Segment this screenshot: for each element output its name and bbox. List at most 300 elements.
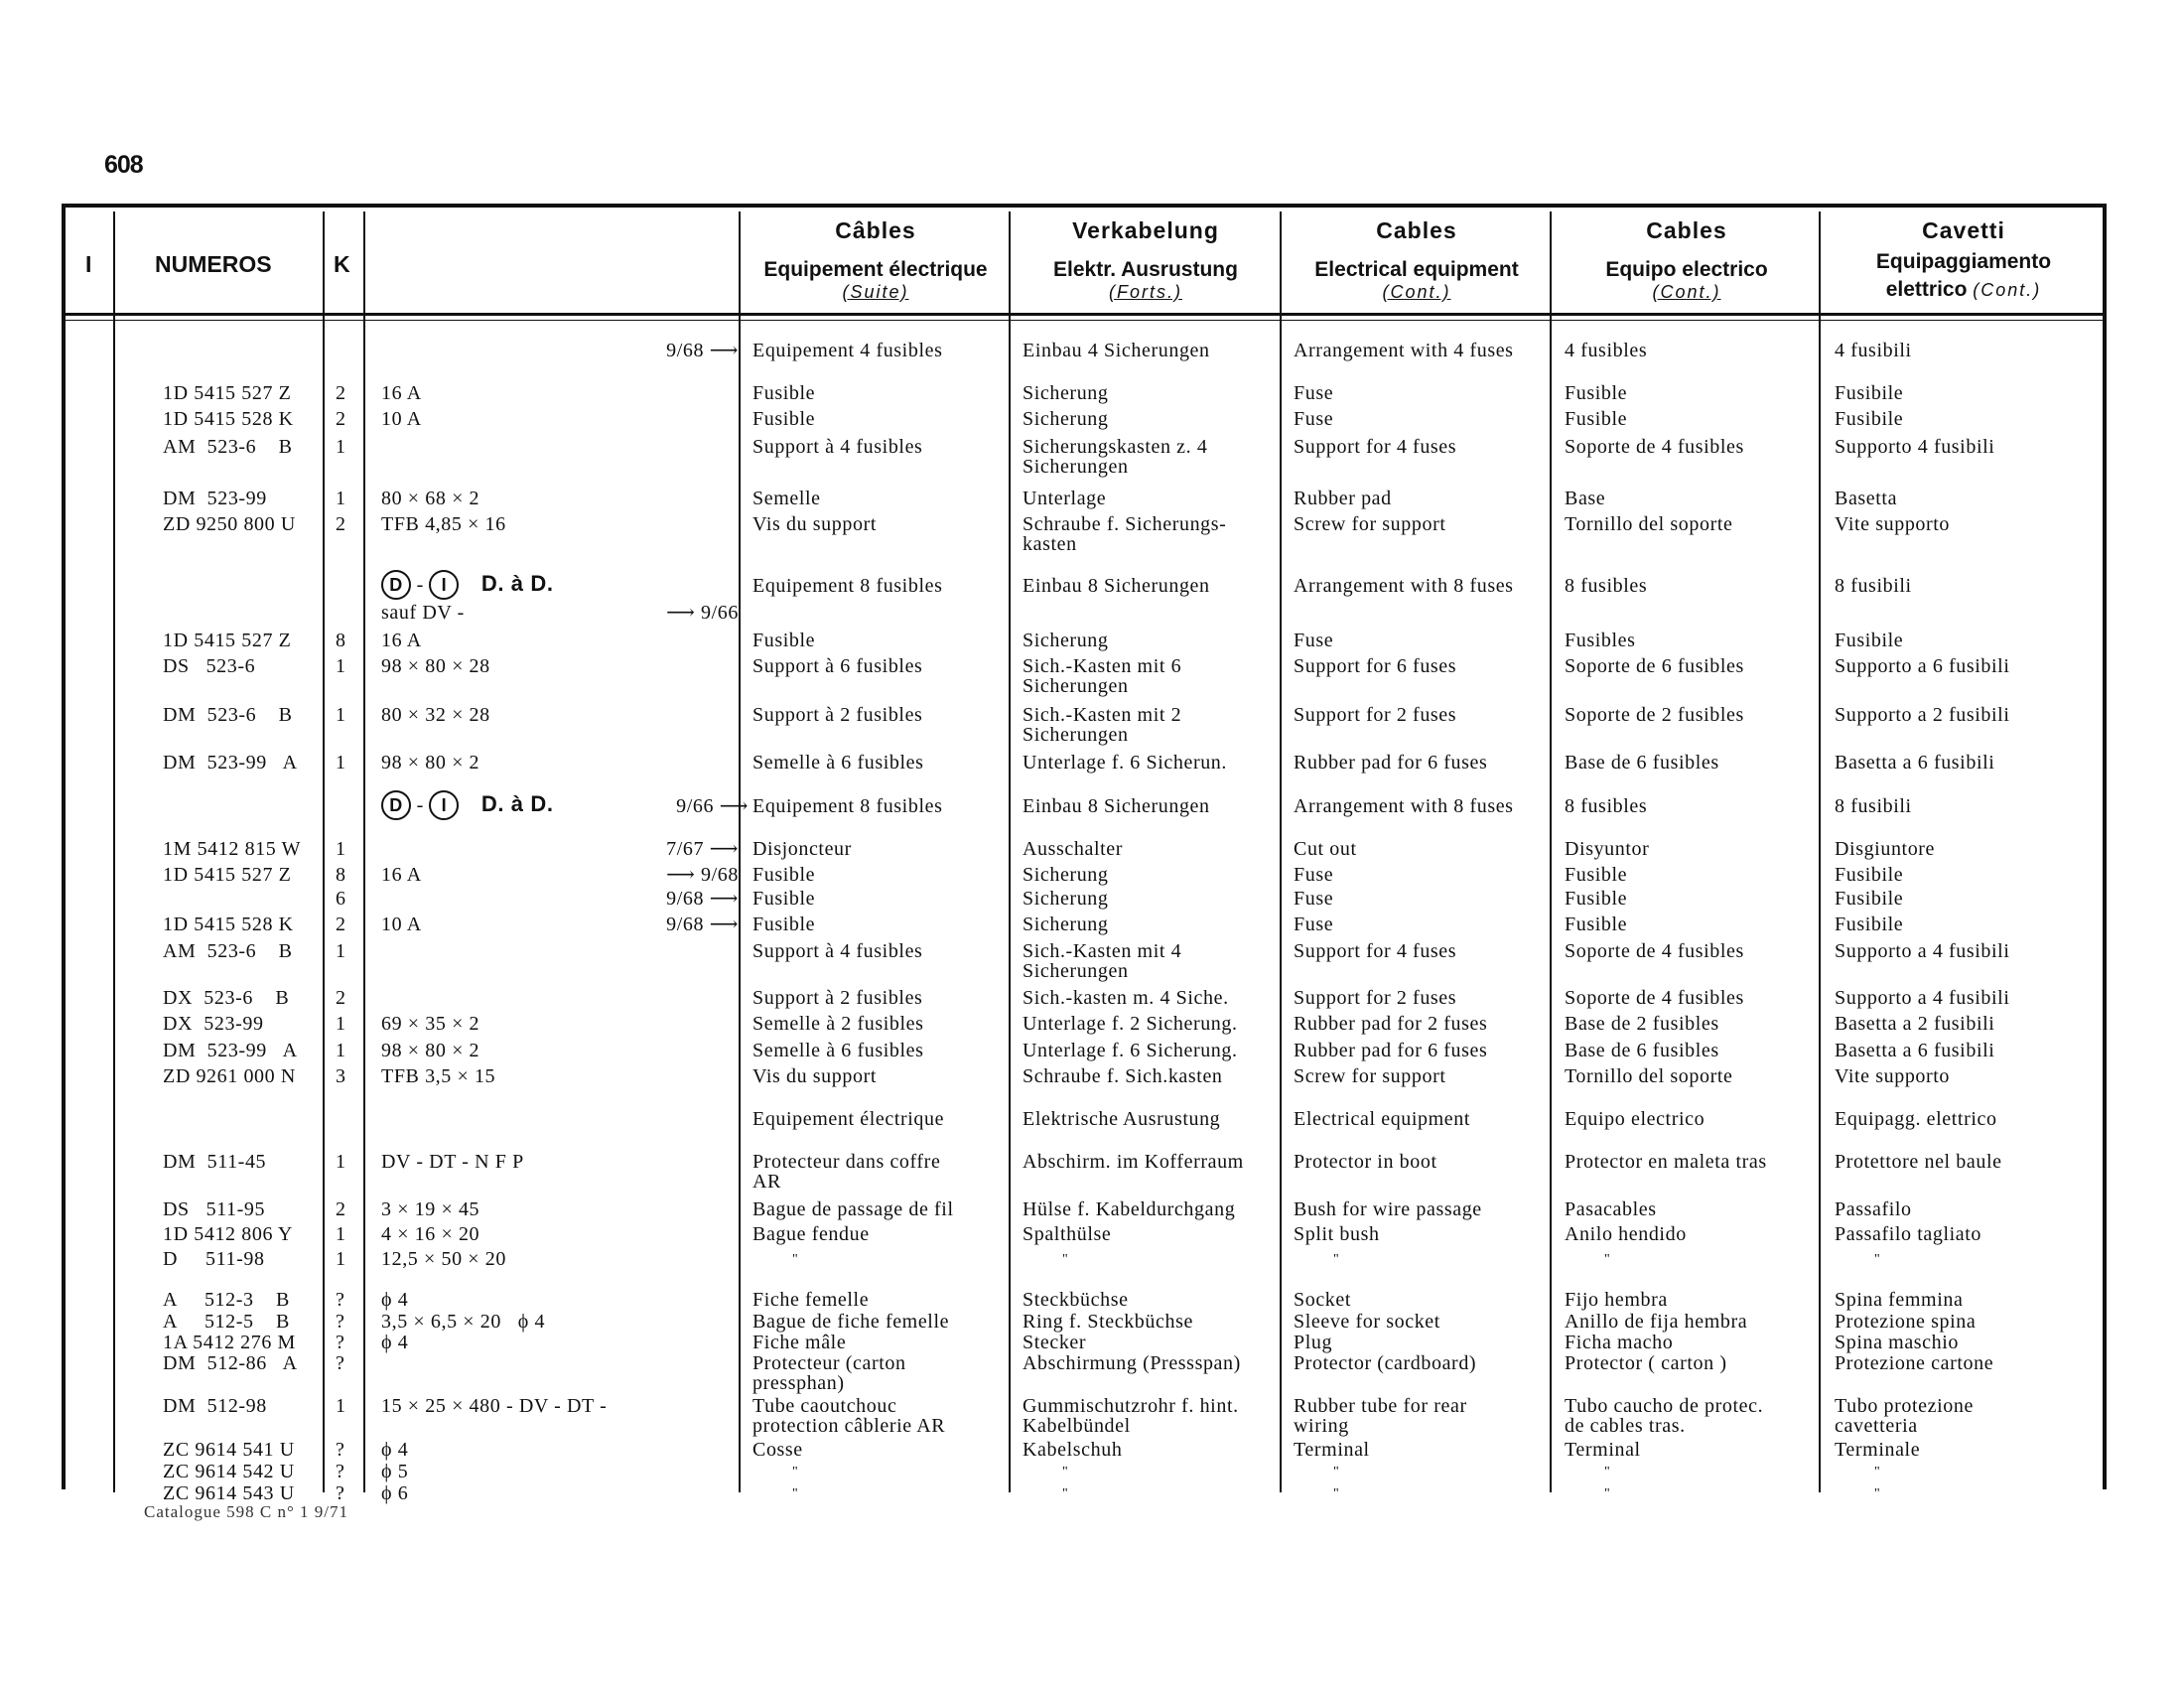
col-divider <box>323 211 325 1492</box>
part-number: DM 512-86 A <box>163 1352 298 1374</box>
desc-fr: Fusible <box>752 382 816 404</box>
part-number: DS 511-95 <box>163 1198 266 1220</box>
quantity-k: 2 <box>336 408 346 430</box>
desc-fr: Bague fendue <box>752 1223 870 1245</box>
desc-fr: Fusible <box>752 408 816 430</box>
header-italian: Cavetti Equipaggiamento elettrico (Cont.) <box>1875 217 2052 301</box>
quantity-k: ? <box>336 1352 345 1374</box>
desc-de: Sich.-Kasten mit 6 <box>1023 655 1182 677</box>
desc-es: 4 fusibles <box>1565 340 1648 361</box>
desc-es: Anilo hendido <box>1565 1223 1687 1245</box>
desc-en: Support for 4 fuses <box>1294 940 1457 962</box>
desc-fr: Support à 4 fusibles <box>752 940 923 962</box>
desc-es: Tubo caucho de protec. <box>1565 1395 1764 1417</box>
header-numeros: NUMEROS <box>155 251 272 277</box>
desc-de: Sicherung <box>1023 914 1109 935</box>
part-number: DM 523-99 <box>163 488 267 509</box>
specification: 80 × 68 × 2 <box>381 488 480 509</box>
specification: 98 × 80 × 28 <box>381 655 490 677</box>
desc-es: Base <box>1565 488 1606 509</box>
header-separator <box>66 313 2107 316</box>
desc-es: " <box>1604 1486 1611 1501</box>
desc-it: Fusibile <box>1835 864 1904 886</box>
desc-en: Socket <box>1294 1289 1352 1311</box>
desc-de-cont: Kabelbündel <box>1023 1415 1131 1437</box>
desc-de: " <box>1062 1465 1069 1479</box>
desc-en: Rubber pad for 6 fuses <box>1294 1040 1488 1061</box>
desc-de: Sich.-Kasten mit 4 <box>1023 940 1182 962</box>
quantity-k: 3 <box>336 1065 346 1087</box>
desc-en: Plug <box>1294 1332 1333 1353</box>
parts-table <box>66 204 2107 1504</box>
desc-en: Protector (cardboard) <box>1294 1352 1477 1374</box>
quantity-k: 2 <box>336 1198 346 1220</box>
desc-it: Fusibile <box>1835 630 1904 651</box>
table-left-border <box>62 204 66 1489</box>
specification: 80 × 32 × 28 <box>381 704 490 726</box>
desc-it-cont: cavetteria <box>1835 1415 1918 1437</box>
desc-es: Anillo de fija hembra <box>1565 1311 1748 1333</box>
desc-it: " <box>1874 1486 1881 1501</box>
desc-es: Fusible <box>1565 382 1628 404</box>
desc-en: Arrangement with 8 fuses <box>1294 795 1514 817</box>
model-marker: D - I D. à D. <box>381 570 554 600</box>
desc-en: Fuse <box>1294 408 1334 430</box>
specification: 16 A <box>381 864 422 886</box>
desc-es: 8 fusibles <box>1565 795 1648 817</box>
desc-it: " <box>1874 1465 1881 1479</box>
date-range: 9/66 ⟶ <box>676 795 749 817</box>
desc-en: " <box>1333 1252 1340 1267</box>
desc-de: Sicherung <box>1023 630 1109 651</box>
desc-en: Fuse <box>1294 914 1334 935</box>
desc-es: Soporte de 4 fusibles <box>1565 987 1744 1009</box>
desc-it: " <box>1874 1252 1881 1267</box>
desc-it: Disgiuntore <box>1835 838 1936 860</box>
desc-en: Support for 6 fuses <box>1294 655 1457 677</box>
part-number: ZD 9250 800 U <box>163 513 296 535</box>
specification: ϕ 6 <box>381 1482 409 1504</box>
part-number: ZC 9614 542 U <box>163 1461 295 1482</box>
desc-it: Vite supporto <box>1835 513 1951 535</box>
desc-fr: Bague de fiche femelle <box>752 1311 950 1333</box>
desc-en: Protector in boot <box>1294 1151 1437 1173</box>
desc-de: Schraube f. Sicherungs- <box>1023 513 1227 535</box>
part-number: D 511-98 <box>163 1248 265 1270</box>
desc-it: Fusibile <box>1835 914 1904 935</box>
desc-it: Vite supporto <box>1835 1065 1951 1087</box>
quantity-k: 1 <box>336 752 346 774</box>
specification: TFB 3,5 × 15 <box>381 1065 496 1087</box>
quantity-k: 2 <box>336 382 346 404</box>
part-number: DX 523-99 <box>163 1013 264 1035</box>
desc-en: Rubber pad for 2 fuses <box>1294 1013 1488 1035</box>
desc-es: Base de 2 fusibles <box>1565 1013 1719 1035</box>
desc-de: Schraube f. Sich.kasten <box>1023 1065 1223 1087</box>
desc-de: Sicherung <box>1023 408 1109 430</box>
quantity-k: 1 <box>336 704 346 726</box>
desc-fr: Fiche mâle <box>752 1332 847 1353</box>
desc-fr: Fiche femelle <box>752 1289 870 1311</box>
desc-fr-cont: AR <box>752 1171 781 1193</box>
specification: 69 × 35 × 2 <box>381 1013 480 1035</box>
desc-it: Fusibile <box>1835 888 1904 910</box>
desc-it: Supporto a 4 fusibili <box>1835 987 2010 1009</box>
specification: 98 × 80 × 2 <box>381 1040 480 1061</box>
desc-en: Arrangement with 4 fuses <box>1294 340 1514 361</box>
desc-it: Supporto a 2 fusibili <box>1835 704 2010 726</box>
part-number: DM 512-98 <box>163 1395 267 1417</box>
desc-en: Fuse <box>1294 382 1334 404</box>
desc-en: Support for 4 fuses <box>1294 436 1457 458</box>
quantity-k: 1 <box>336 436 346 458</box>
part-number: 1D 5415 527 Z <box>163 630 292 651</box>
desc-fr: " <box>792 1486 799 1501</box>
desc-it: Supporto 4 fusibili <box>1835 436 1995 458</box>
quantity-k: ? <box>336 1482 345 1504</box>
desc-en: Bush for wire passage <box>1294 1198 1482 1220</box>
quantity-k: 1 <box>336 940 346 962</box>
desc-en: Rubber pad <box>1294 488 1392 509</box>
desc-fr: Vis du support <box>752 513 877 535</box>
desc-de: Sicherung <box>1023 888 1109 910</box>
quantity-k: 1 <box>336 838 346 860</box>
part-number: 1M 5412 815 W <box>163 838 302 860</box>
desc-fr: Equipement 8 fusibles <box>752 575 943 597</box>
desc-fr: Vis du support <box>752 1065 877 1087</box>
part-number: 1A 5412 276 M <box>163 1332 296 1353</box>
desc-it: Tubo protezione <box>1835 1395 1974 1417</box>
quantity-k: ? <box>336 1332 345 1353</box>
quantity-k: 1 <box>336 1040 346 1061</box>
desc-es: Tornillo del soporte <box>1565 513 1733 535</box>
desc-it: 4 fusibili <box>1835 340 1912 361</box>
desc-it: Terminale <box>1835 1439 1921 1461</box>
specification: 3 × 19 × 45 <box>381 1198 480 1220</box>
desc-es: Fusibles <box>1565 630 1636 651</box>
desc-en-cont: wiring <box>1294 1415 1349 1437</box>
part-number: ZC 9614 541 U <box>163 1439 295 1461</box>
desc-it: Basetta a 2 fusibili <box>1835 1013 1995 1035</box>
quantity-k: 6 <box>336 888 346 910</box>
header-i: I <box>85 251 92 277</box>
specification: 98 × 80 × 2 <box>381 752 480 774</box>
desc-en: Support for 2 fuses <box>1294 704 1457 726</box>
specification: 10 A <box>381 408 422 430</box>
part-number: 1D 5412 806 Y <box>163 1223 293 1245</box>
col-divider <box>1009 211 1011 1492</box>
table-top-border <box>66 204 2107 208</box>
quantity-k: 1 <box>336 1395 346 1417</box>
date-range: 9/68 ⟶ <box>666 340 739 361</box>
quantity-k: 2 <box>336 987 346 1009</box>
desc-fr: Fusible <box>752 864 816 886</box>
desc-de: Sicherung <box>1023 864 1109 886</box>
header-separator-thin <box>66 320 2107 321</box>
desc-en: Terminal <box>1294 1439 1370 1461</box>
quantity-k: 2 <box>336 914 346 935</box>
header-english: Cables Electrical equipment (Cont.) <box>1314 217 1519 302</box>
desc-it: 8 fusibili <box>1835 795 1912 817</box>
desc-es: Fusible <box>1565 408 1628 430</box>
desc-es: Soporte de 4 fusibles <box>1565 436 1744 458</box>
desc-de: Abschirm. im Kofferraum <box>1023 1151 1244 1173</box>
desc-en: Screw for support <box>1294 513 1446 535</box>
desc-es: Protector ( carton ) <box>1565 1352 1727 1374</box>
page-number: 608 <box>104 151 143 179</box>
quantity-k: 1 <box>336 1223 346 1245</box>
col-divider <box>363 211 365 1492</box>
desc-es: Tornillo del soporte <box>1565 1065 1733 1087</box>
specification: 16 A <box>381 630 422 651</box>
desc-es: Soporte de 4 fusibles <box>1565 940 1744 962</box>
header-spanish: Cables Equipo electrico (Cont.) <box>1605 217 1768 302</box>
desc-de: Kabelschuh <box>1023 1439 1123 1461</box>
desc-fr: Equipement électrique <box>752 1108 945 1130</box>
desc-fr-cont: pressphan) <box>752 1372 845 1394</box>
date-range: 9/68 ⟶ <box>666 888 739 910</box>
desc-en: " <box>1333 1465 1340 1479</box>
part-number: DM 523-99 A <box>163 1040 298 1061</box>
desc-es: Ficha macho <box>1565 1332 1674 1353</box>
desc-en: Screw for support <box>1294 1065 1446 1087</box>
circled-d-icon: D <box>381 570 411 600</box>
part-number: ZC 9614 543 U <box>163 1482 295 1504</box>
desc-de-cont: Sicherungen <box>1023 675 1129 697</box>
desc-en: Electrical equipment <box>1294 1108 1471 1130</box>
quantity-k: 1 <box>336 1151 346 1173</box>
header-k: K <box>334 251 350 277</box>
desc-fr: Support à 2 fusibles <box>752 987 923 1009</box>
desc-de: Ausschalter <box>1023 838 1124 860</box>
circled-d-icon: D <box>381 790 411 820</box>
desc-es-cont: de cables tras. <box>1565 1415 1686 1437</box>
desc-es: Base de 6 fusibles <box>1565 752 1719 774</box>
desc-en: " <box>1333 1486 1340 1501</box>
part-number: A 512-3 B <box>163 1289 290 1311</box>
col-divider <box>739 211 741 1492</box>
desc-de: Sich.-kasten m. 4 Siche. <box>1023 987 1229 1009</box>
desc-fr-cont: protection câblerie AR <box>752 1415 946 1437</box>
desc-es: Terminal <box>1565 1439 1641 1461</box>
d-a-d-label: D. à D. <box>480 791 554 816</box>
desc-de-cont: Sicherungen <box>1023 724 1129 746</box>
quantity-k: ? <box>336 1311 345 1333</box>
desc-de: Einbau 8 Sicherungen <box>1023 575 1210 597</box>
desc-fr: Tube caoutchouc <box>752 1395 897 1417</box>
specification: ϕ 4 <box>381 1439 409 1461</box>
desc-de: Einbau 4 Sicherungen <box>1023 340 1210 361</box>
specification-note: sauf DV - <box>381 602 465 624</box>
desc-de: Spalthülse <box>1023 1223 1112 1245</box>
quantity-k: 1 <box>336 488 346 509</box>
desc-it: Basetta a 6 fusibili <box>1835 752 1995 774</box>
circled-i-icon: I <box>429 790 459 820</box>
desc-fr: Support à 6 fusibles <box>752 655 923 677</box>
desc-es: Disyuntor <box>1565 838 1650 860</box>
quantity-k: 1 <box>336 655 346 677</box>
desc-en: Rubber pad for 6 fuses <box>1294 752 1488 774</box>
specification: 4 × 16 × 20 <box>381 1223 480 1245</box>
part-number: AM 523-6 B <box>163 940 293 962</box>
desc-fr: " <box>792 1465 799 1479</box>
col-divider <box>113 211 115 1492</box>
header-french: Câbles Equipement électrique (Suite) <box>763 217 988 302</box>
part-number: DS 523-6 <box>163 655 256 677</box>
d-a-d-label: D. à D. <box>480 571 554 596</box>
desc-de: Unterlage f. 6 Sicherung. <box>1023 1040 1238 1061</box>
quantity-k: ? <box>336 1439 345 1461</box>
desc-de-cont: Sicherungen <box>1023 960 1129 982</box>
quantity-k: 1 <box>336 1248 346 1270</box>
desc-fr: Fusible <box>752 630 816 651</box>
specification: ϕ 4 <box>381 1332 409 1353</box>
desc-it: Passafilo tagliato <box>1835 1223 1981 1245</box>
table-right-border <box>2103 204 2107 1489</box>
desc-es: Fusible <box>1565 864 1628 886</box>
date-range: ⟶ 9/66 <box>666 602 739 624</box>
desc-fr: Cosse <box>752 1439 803 1461</box>
desc-de: Unterlage f. 2 Sicherung. <box>1023 1013 1238 1035</box>
desc-it: Passafilo <box>1835 1198 1912 1220</box>
desc-es: Soporte de 2 fusibles <box>1565 704 1744 726</box>
desc-fr: Fusible <box>752 888 816 910</box>
part-number: DM 511-45 <box>163 1151 267 1173</box>
desc-en: Fuse <box>1294 630 1334 651</box>
desc-es: 8 fusibles <box>1565 575 1648 597</box>
col-divider <box>1280 211 1282 1492</box>
desc-de: Unterlage <box>1023 488 1107 509</box>
specification: ϕ 5 <box>381 1461 409 1482</box>
desc-de: Elektrische Ausrustung <box>1023 1108 1221 1130</box>
desc-en: Split bush <box>1294 1223 1380 1245</box>
desc-de-cont: Sicherungen <box>1023 456 1129 478</box>
desc-en: Fuse <box>1294 888 1334 910</box>
specification: DV - DT - N F P <box>381 1151 524 1173</box>
desc-fr: Equipement 4 fusibles <box>752 340 943 361</box>
desc-it: Protezione cartone <box>1835 1352 1994 1374</box>
desc-de: Stecker <box>1023 1332 1087 1353</box>
specification: 15 × 25 × 480 - DV - DT - <box>381 1395 608 1417</box>
col-divider <box>1550 211 1552 1492</box>
quantity-k: 8 <box>336 630 346 651</box>
desc-it: Supporto a 6 fusibili <box>1835 655 2010 677</box>
desc-fr: Fusible <box>752 914 816 935</box>
desc-it: Spina femmina <box>1835 1289 1964 1311</box>
desc-es: Pasacables <box>1565 1198 1657 1220</box>
desc-fr: " <box>792 1252 799 1267</box>
desc-de: Sicherungskasten z. 4 <box>1023 436 1208 458</box>
desc-es: " <box>1604 1252 1611 1267</box>
desc-fr: Disjoncteur <box>752 838 852 860</box>
col-divider <box>1819 211 1821 1492</box>
desc-en: Arrangement with 8 fuses <box>1294 575 1514 597</box>
desc-es: Fijo hembra <box>1565 1289 1668 1311</box>
desc-de: Abschirmung (Pressspan) <box>1023 1352 1241 1374</box>
specification: 10 A <box>381 914 422 935</box>
desc-fr: Protecteur (carton <box>752 1352 906 1374</box>
desc-it: Supporto a 4 fusibili <box>1835 940 2010 962</box>
desc-it: Protezione spina <box>1835 1311 1977 1333</box>
quantity-k: 2 <box>336 513 346 535</box>
desc-fr: Semelle à 6 fusibles <box>752 1040 924 1061</box>
part-number: DM 523-99 A <box>163 752 298 774</box>
specification: 3,5 × 6,5 × 20 ϕ 4 <box>381 1311 546 1333</box>
desc-it: Fusibile <box>1835 408 1904 430</box>
desc-fr: Bague de passage de fil <box>752 1198 954 1220</box>
desc-de: Gummischutzrohr f. hint. <box>1023 1395 1239 1417</box>
desc-de: Ring f. Steckbüchse <box>1023 1311 1193 1333</box>
specification: TFB 4,85 × 16 <box>381 513 506 535</box>
desc-en: Sleeve for socket <box>1294 1311 1440 1333</box>
circled-i-icon: I <box>429 570 459 600</box>
desc-es: Fusible <box>1565 914 1628 935</box>
desc-it: Basetta a 6 fusibili <box>1835 1040 1995 1061</box>
desc-fr: Semelle à 6 fusibles <box>752 752 924 774</box>
desc-fr: Support à 4 fusibles <box>752 436 923 458</box>
date-range: 9/68 ⟶ <box>666 914 739 935</box>
desc-it: Protettore nel baule <box>1835 1151 2002 1173</box>
desc-es: Equipo electrico <box>1565 1108 1706 1130</box>
desc-de: " <box>1062 1486 1069 1501</box>
desc-de-cont: kasten <box>1023 533 1077 555</box>
desc-en: Fuse <box>1294 864 1334 886</box>
date-range: 7/67 ⟶ <box>666 838 739 860</box>
desc-es: Soporte de 6 fusibles <box>1565 655 1744 677</box>
desc-it: Equipagg. elettrico <box>1835 1108 1997 1130</box>
part-number: 1D 5415 528 K <box>163 408 294 430</box>
part-number: DX 523-6 B <box>163 987 290 1009</box>
quantity-k: ? <box>336 1461 345 1482</box>
desc-es: Protector en maleta tras <box>1565 1151 1767 1173</box>
desc-it: Spina maschio <box>1835 1332 1960 1353</box>
part-number: 1D 5415 527 Z <box>163 864 292 886</box>
desc-de: Sicherung <box>1023 382 1109 404</box>
desc-de: Sich.-Kasten mit 2 <box>1023 704 1182 726</box>
specification: 12,5 × 50 × 20 <box>381 1248 506 1270</box>
part-number: 1D 5415 528 K <box>163 914 294 935</box>
desc-de: " <box>1062 1252 1069 1267</box>
desc-en: Cut out <box>1294 838 1357 860</box>
header-german: Verkabelung Elektr. Ausrustung (Forts.) <box>1053 217 1238 302</box>
desc-it: Basetta <box>1835 488 1898 509</box>
part-number: ZD 9261 000 N <box>163 1065 296 1087</box>
desc-en: Rubber tube for rear <box>1294 1395 1467 1417</box>
desc-de: Hülse f. Kabeldurchgang <box>1023 1198 1236 1220</box>
date-range: ⟶ 9/68 <box>666 864 739 886</box>
quantity-k: ? <box>336 1289 345 1311</box>
desc-it: 8 fusibili <box>1835 575 1912 597</box>
desc-fr: Protecteur dans coffre <box>752 1151 941 1173</box>
catalogue-footer: Catalogue 598 C n° 1 9/71 <box>144 1502 349 1521</box>
desc-fr: Support à 2 fusibles <box>752 704 923 726</box>
desc-en: Support for 2 fuses <box>1294 987 1457 1009</box>
desc-fr: Semelle à 2 fusibles <box>752 1013 924 1035</box>
desc-es: " <box>1604 1465 1611 1479</box>
specification: ϕ 4 <box>381 1289 409 1311</box>
part-number: A 512-5 B <box>163 1311 290 1333</box>
part-number: AM 523-6 B <box>163 436 293 458</box>
desc-fr: Equipement 8 fusibles <box>752 795 943 817</box>
model-marker: D - I D. à D. <box>381 790 554 820</box>
desc-de: Einbau 8 Sicherungen <box>1023 795 1210 817</box>
quantity-k: 8 <box>336 864 346 886</box>
desc-de: Unterlage f. 6 Sicherun. <box>1023 752 1228 774</box>
desc-fr: Semelle <box>752 488 821 509</box>
quantity-k: 1 <box>336 1013 346 1035</box>
desc-es: Base de 6 fusibles <box>1565 1040 1719 1061</box>
desc-it: Fusibile <box>1835 382 1904 404</box>
